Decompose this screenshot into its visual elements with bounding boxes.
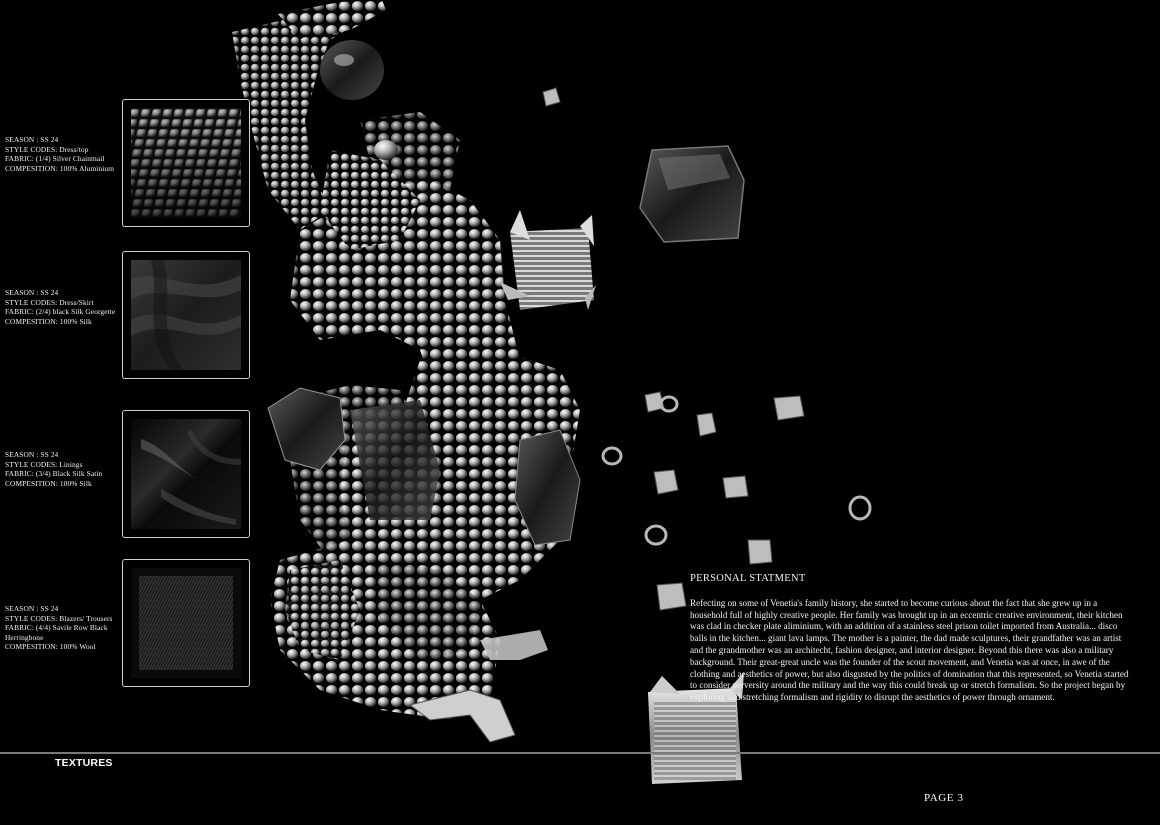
swatch-2-style-codes: STYLE CODES: Dress/Skirt [5,297,94,307]
swatch-1-chainmail-image [122,99,250,227]
swatch-1-season: SEASON : SS 24 [5,135,59,144]
footer-divider [0,752,1160,754]
swatch-4-fabric: FABRIC: (4/4) Savile Row Black Herringbone [5,623,108,642]
swatch-2-georgette-image [122,251,250,379]
swatch-4-composition: COMPESITION: 100% Wool [5,642,96,652]
swatch-1-fabric: FABRIC: (1/4) Silver Chainmail [5,154,105,164]
personal-statement [690,573,1130,704]
swatch-3-satin-image [122,410,250,538]
swatch-3-season: SEASON : SS 24 [5,450,59,459]
swatch-1-composition: COMPESITION: 100% Aluminium [5,163,115,173]
swatch-1-label [5,135,123,173]
statement-body: Refecting on some of Venetia's family history, she started to become curious about the fact that she grew up in a household full of highly creative people. Her family was brought up in an eccentric creative environment, their kitchen was clad in checker plate aliminium, with an addition of a stainless steel prison toilet imported from Australia... disco balls in the kitchen... giant lava lamps. The mother is a painter, the dad made sculptures, their grandfather was an artist and the grandmother was an architecht, fashion designer, and interior designer. Beyond this there was also a military background. Their great-great uncle was the founder of the scout movement, and Venetia was at once, in awe of the clothing and aesthetics of power, but also disgusted by the politics of domination that this represented, so Venetia started to consider perversity around the military and the way this could break up or stretch formalism. So the project began by exploring and stretching formalism and rigidity to disrupt the aesthetics of power through ornament. [690,597,1129,703]
swatch-4-style-codes: STYLE CODES: Blazers/ Trousers [5,613,113,623]
section-title: TEXTURES [55,757,113,769]
swatch-3-label [5,450,123,488]
swatch-2-fabric: FABRIC: (2/4) black Silk Georgette [5,307,116,317]
swatch-3-style-codes: STYLE CODES: Linings [5,459,83,469]
statement-title: PERSONAL STATMENT [690,573,806,584]
swatch-3-composition: COMPESITION: 100% Silk [5,478,92,488]
swatch-2-season: SEASON : SS 24 [5,288,59,297]
swatch-4-season: SEASON : SS 24 [5,604,59,613]
swatch-4-herringbone-image [122,559,250,687]
swatch-2-label [5,288,123,326]
swatch-4-label [5,604,123,652]
swatch-1-style-codes: STYLE CODES: Dress/top [5,144,89,154]
swatch-2-composition: COMPESITION: 100% Silk [5,316,92,326]
page-number: PAGE 3 [924,792,964,804]
swatch-3-fabric: FABRIC: (3/4) Black Silk Satin [5,469,103,479]
